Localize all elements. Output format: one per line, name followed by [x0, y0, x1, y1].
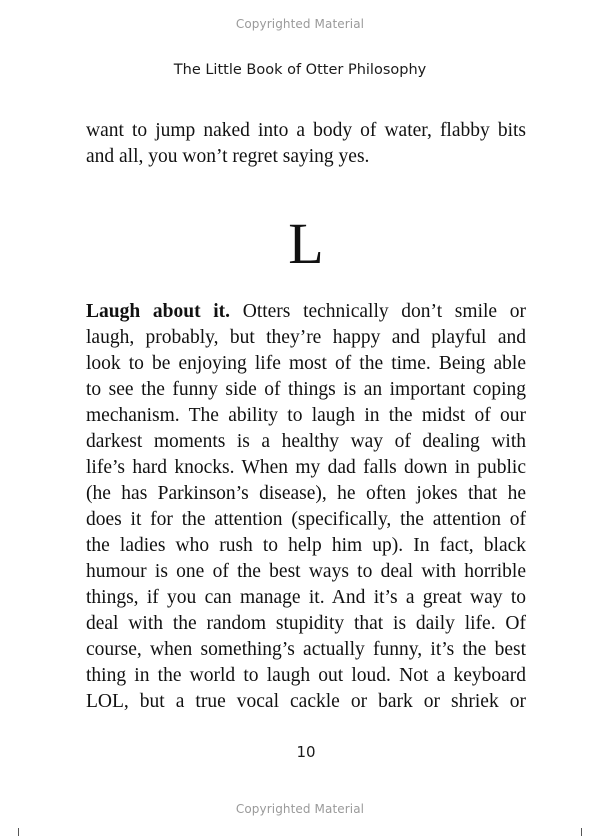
body-line-first: [86, 299, 526, 325]
crop-mark-right: [581, 828, 582, 836]
crop-mark-left: [18, 828, 19, 836]
copyright-watermark-bottom: Copyrighted Material: [235, 802, 365, 816]
intro-paragraph: [86, 118, 526, 170]
intro-line: want to jump naked into a body of water, flabby bits: [86, 120, 526, 141]
body-line: life’s hard knocks. When my dad falls down in public: [86, 457, 526, 478]
intro-line: and all, you won’t regret saying yes.: [86, 146, 370, 167]
body-line: things, if you can manage it. And it’s a great way to: [86, 587, 526, 608]
body-line: deal with the random stupidity that is daily life. Of: [86, 613, 526, 634]
body-paragraph: [86, 299, 526, 715]
body-line: laugh, probably, but they’re happy and playful and: [86, 327, 526, 348]
body-line: thing in the world to laugh out loud. Not a keyboard: [86, 665, 526, 686]
body-line: (he has Parkinson’s disease), he often jokes that he: [86, 483, 526, 504]
body-line: does it for the attention (specifically, the attention of: [86, 509, 526, 530]
running-head: The Little Book of Otter Philosophy: [173, 62, 427, 78]
page-number: 10: [296, 743, 316, 761]
body-line: mechanism. The ability to laugh in the midst of our: [86, 405, 526, 426]
body-line: to see the funny side of things is an important coping: [86, 379, 526, 400]
first-line-rest: Otters technically don’t smile or: [230, 301, 526, 322]
lead-phrase: Laugh about it.: [86, 301, 231, 322]
body-line: darkest moments is a healthy way of dealing with: [86, 431, 526, 452]
body-line: look to be enjoying life most of the time. Being able: [86, 353, 526, 374]
section-letter: L: [288, 211, 324, 276]
body-line: humour is one of the best ways to deal with horrible: [86, 561, 526, 582]
body-line: LOL, but a true vocal cackle or bark or shriek or: [86, 691, 526, 712]
body-line: course, when something’s actually funny, it’s the best: [86, 639, 526, 660]
copyright-watermark-top: Copyrighted Material: [235, 17, 365, 31]
body-line: the ladies who rush to help him up). In fact, black: [86, 535, 526, 556]
